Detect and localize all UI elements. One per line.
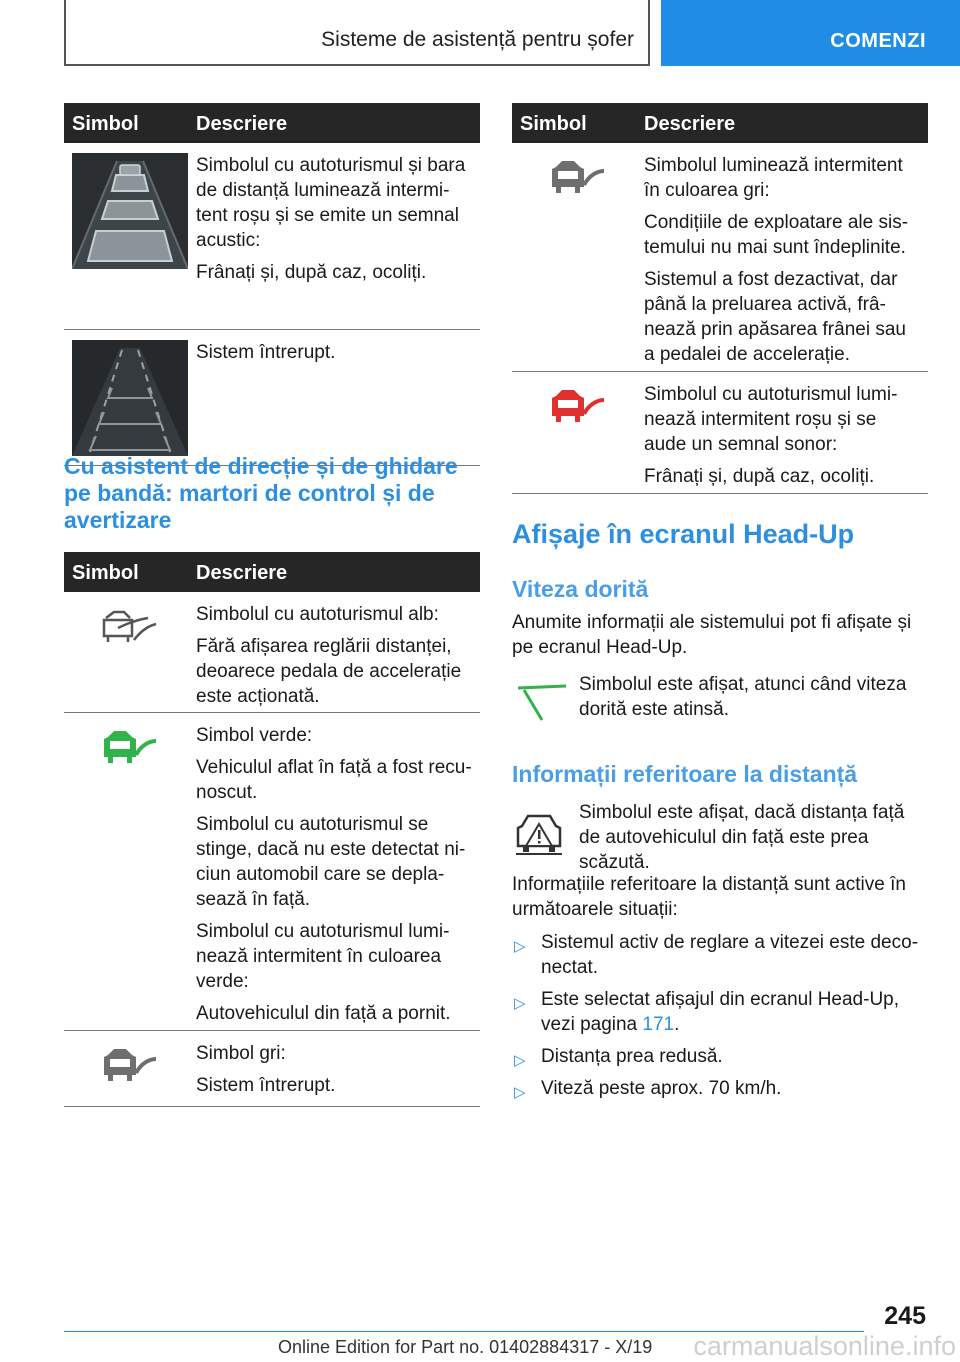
table-row [512, 143, 928, 372]
desired-speed-text: Anumite informații ale sistemului pot fi afișate și pe ecranul Head-Up. [512, 612, 912, 658]
triangle-bullet-icon: ▷ [514, 995, 526, 1012]
header-title: Sisteme de asistență pentru șofer [321, 28, 634, 51]
triangle-bullet-icon: ▷ [514, 938, 526, 955]
triangle-bullet-icon: ▷ [514, 1084, 526, 1101]
row-description-text: Simbol gri: [196, 1043, 286, 1064]
symbol-table-steering [64, 552, 480, 1107]
watermark-logo: carmanualsonline.info [693, 1331, 956, 1361]
row-description-text: Simbol verde: [196, 725, 313, 746]
car-steering-white-icon [72, 602, 188, 650]
list-item [512, 1044, 928, 1069]
row-description-text: Sistemul a fost dezactivat, dar până la preluarea activă, frânează prin apăsarea frânei sau a pedalei de accelerație. [644, 269, 906, 365]
distance-conditions-list [512, 930, 928, 1108]
distance-info-heading: Informații referitoare la distanță [512, 761, 858, 787]
row-description-text: Frânați și, după caz, ocoliți. [196, 262, 427, 283]
row-description-text: Simbolul cu autoturismul luminează intermitent roșu și se aude un semnal sonor: [644, 384, 898, 455]
header-section-tab[interactable] [661, 0, 960, 66]
row-description-text: Simbolul cu autoturismul luminează intermitent în culoarea verde: [196, 921, 450, 992]
list-item-text: . [674, 1014, 680, 1035]
list-item-text: Viteză peste aprox. 70 km/h. [541, 1078, 782, 1099]
row-description-text: Simbolul cu autoturismul alb: [196, 604, 439, 625]
row-description-text: Simbolul luminează intermitent în culoarea gri: [644, 155, 903, 201]
col-symbol-header: Simbol [520, 113, 587, 135]
table-header [64, 103, 480, 143]
row-description-text: Frânați și, după caz, ocoliți. [644, 466, 875, 487]
table-row [64, 1031, 480, 1107]
header-section-label: COMENZI [830, 30, 926, 52]
col-description-header: Descriere [196, 562, 288, 584]
distance-warning-road-image [72, 153, 188, 269]
symbol-table-distance [64, 103, 480, 466]
system-interrupted-road-image [72, 340, 188, 456]
row-description-text: Vehiculul aflat în față a fost recunoscut. [196, 757, 472, 803]
col-description-header: Descriere [644, 113, 736, 135]
list-item [512, 987, 928, 1037]
desired-speed-heading: Viteza dorită [512, 576, 649, 602]
car-steering-green-icon [72, 723, 188, 771]
desired-speed-icon [514, 676, 570, 731]
hud-heading: Afișaje în ecranul Head-Up [512, 519, 855, 549]
list-item-text: Sistemul activ de reglare a vitezei este deconectat. [541, 932, 919, 978]
table-header [512, 103, 928, 143]
header-title-box [64, 0, 650, 66]
symbol-table-status [512, 103, 928, 494]
row-description-text: Simbolul cu autoturismul și bara de distanță luminează intermitent roșu și se emite un semnal acustic: [196, 155, 466, 251]
row-description-text: Sistem întrerupt. [196, 1075, 336, 1096]
car-steering-gray-icon [520, 153, 636, 201]
col-symbol-header: Simbol [72, 113, 139, 135]
table-row [64, 143, 480, 330]
list-item [512, 1076, 928, 1101]
row-description-text: Simbolul cu autoturismul se stinge, dacă nu este detectat niciun automobil care se deplasează în față. [196, 814, 466, 910]
distance-intro-text: Informațiile referitoare la distanță sunt active în următoarele situații: [512, 874, 906, 920]
page-link[interactable]: 171 [642, 1014, 675, 1035]
col-symbol-header: Simbol [72, 562, 139, 584]
table-row [64, 713, 480, 1031]
table-header [64, 552, 480, 592]
row-description-text: Autovehiculul din față a pornit. [196, 1003, 451, 1024]
list-item-text: Este selectat afișajul din ecranul Head-Up, vezi pagina [541, 989, 900, 1035]
page-number: 245 [884, 1302, 926, 1330]
row-description-text: Condițiile de exploatare ale sistemului nu mai sunt îndeplinite. [644, 212, 909, 258]
footer-edition: Online Edition for Part no. 01402884317 - X/19 [278, 1337, 653, 1357]
car-steering-red-icon [520, 382, 636, 430]
desired-speed-icon-text: Simbolul este afișat, atunci când viteza dorită este atinsă. [579, 674, 907, 720]
section-heading-steering: Cu asistent de direcție și de ghidare pe bandă: martori de control și de avertizare [64, 453, 458, 533]
table-row [64, 330, 480, 466]
row-description-text: Fără afișarea reglării distanței, deoarece pedala de accelerație este acționată. [196, 636, 462, 707]
col-description-header: Descriere [196, 113, 288, 135]
row-description-text: Sistem întrerupt. [196, 342, 336, 363]
list-item [512, 930, 928, 980]
triangle-bullet-icon: ▷ [514, 1052, 526, 1069]
table-row [512, 372, 928, 494]
list-item-text: Distanța prea redusă. [541, 1046, 723, 1067]
distance-icon-text: Simbolul este afișat, dacă distanța față de autovehiculul din față este prea scăzută. [579, 802, 905, 873]
car-steering-gray-icon [72, 1041, 188, 1089]
table-row [64, 592, 480, 713]
distance-warning-icon [514, 806, 564, 861]
